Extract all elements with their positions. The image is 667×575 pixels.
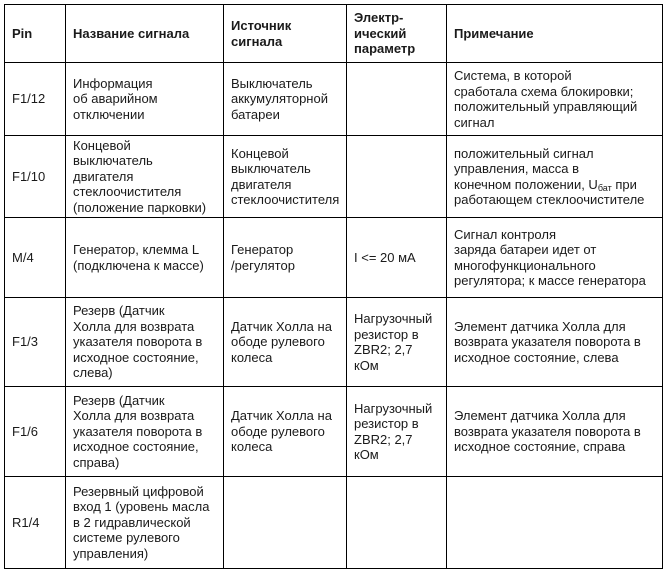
source-cell [224,477,347,569]
note-cell [447,477,663,569]
header-signal-name: Название сигнала [66,5,224,63]
signal-table [4,4,663,569]
note-text-after: при работающем стеклоочистителе [454,176,645,207]
table-row [5,218,663,298]
table-row [5,387,663,477]
parameter-cell: Нагрузочный резистор в ZBR2; 2,7 кОм [347,387,447,477]
parameter-cell [347,63,447,136]
pin-cell: F1/12 [5,63,66,136]
source-cell: Концевой выключатель двигателя стеклоочистителя [224,136,347,218]
parameter-cell [347,136,447,218]
pin-cell: F1/6 [5,387,66,477]
source-cell: Датчик Холла на ободе рулевого колеса [224,298,347,387]
note-cell: Система, в которой сработала схема блокировки; положительный управляющий сигнал [447,63,663,136]
note-text-before: положительный сигнал управления, масса в конечном положении, U [454,145,598,192]
header-pin: Pin [5,5,66,63]
table-row [5,298,663,387]
table-row [5,63,663,136]
parameter-cell [347,477,447,569]
table-row [5,477,663,569]
header-parameter: Электр- ический параметр [347,5,447,63]
note-cell: Элемент датчика Холла для возврата указателя поворота в исходное состояние, слева [447,298,663,387]
note-cell: Элемент датчика Холла для возврата указателя поворота в исходное состояние, справа [447,387,663,477]
parameter-cell: I <= 20 мА [347,218,447,298]
signal-name-cell: Генератор, клемма L (подключена к массе) [66,218,224,298]
pin-cell: M/4 [5,218,66,298]
note-cell: Сигнал контроля заряда батареи идет от многофункционального регулятора; к массе генератора [447,218,663,298]
note-cell [447,136,663,218]
pin-cell: F1/10 [5,136,66,218]
pin-cell: F1/3 [5,298,66,387]
header-row [5,5,663,63]
signal-name-cell: Резерв (Датчик Холла для возврата указателя поворота в исходное состояние, слева) [66,298,224,387]
signal-name-cell: Резервный цифровой вход 1 (уровень масла в 2 гидравлической системе рулевого управления) [66,477,224,569]
signal-name-cell: Концевой выключатель двигателя стеклоочистителя (положение парковки) [66,136,224,218]
header-source: Источник сигнала [224,5,347,63]
parameter-cell: Нагрузочный резистор в ZBR2; 2,7 кОм [347,298,447,387]
pin-cell: R1/4 [5,477,66,569]
signal-name-cell: Информация об аварийном отключении [66,63,224,136]
signal-name-cell: Резерв (Датчик Холла для возврата указателя поворота в исходное состояние, справа) [66,387,224,477]
table-row [5,136,663,218]
source-cell: Датчик Холла на ободе рулевого колеса [224,387,347,477]
source-cell: Генератор /регулятор [224,218,347,298]
source-cell: Выключатель аккумуляторной батареи [224,63,347,136]
note-subscript: бат [597,182,612,193]
header-note: Примечание [447,5,663,63]
